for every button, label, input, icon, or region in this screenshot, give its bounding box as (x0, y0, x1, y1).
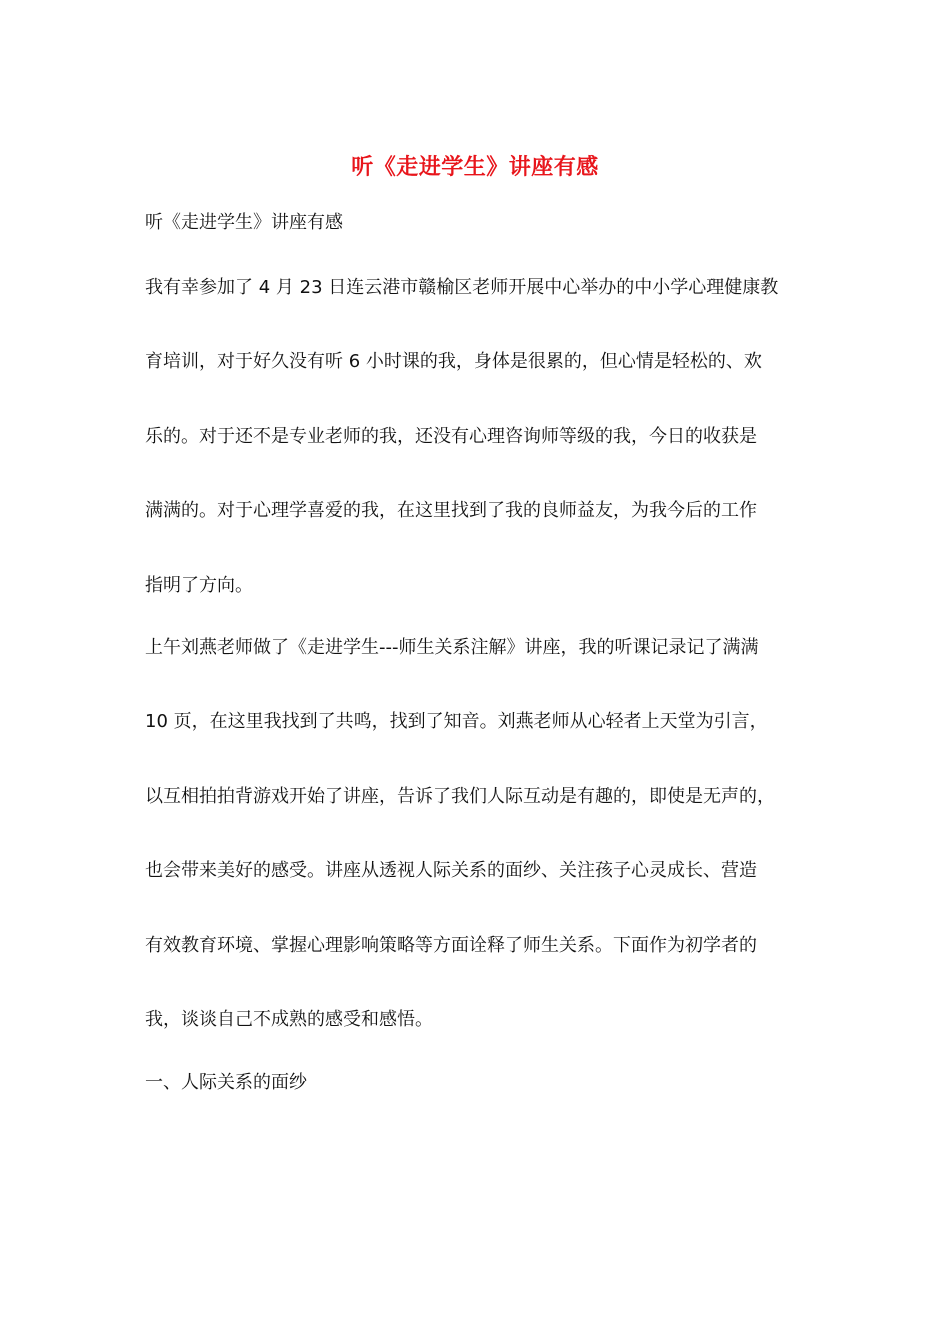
paragraph-1-line-5: 指明了方向。 (145, 575, 253, 596)
document-subtitle: 听《走进学生》讲座有感 (145, 212, 343, 233)
paragraph-2-line-6: 我，谈谈自己不成熟的感受和感悟。 (145, 1009, 433, 1030)
section-1-heading: 一、人际关系的面纱 (145, 1072, 307, 1093)
paragraph-2-line-2: 10 页，在这里我找到了共鸣，找到了知音。刘燕老师从心轻者上天堂为引言， (145, 711, 768, 732)
document-title: 听《走进学生》讲座有感 (351, 155, 599, 180)
paragraph-2-line-3: 以互相拍拍背游戏开始了讲座，告诉了我们人际互动是有趣的，即使是无声的， (145, 786, 775, 807)
paragraph-2-line-1: 上午刘燕老师做了《走进学生---师生关系注解》讲座，我的听课记录记了满满 (145, 637, 759, 658)
paragraph-1-line-3: 乐的。对于还不是专业老师的我，还没有心理咨询师等级的我，今日的收获是 (145, 426, 757, 447)
paragraph-2-line-5: 有效教育环境、掌握心理影响策略等方面诠释了师生关系。下面作为初学者的 (145, 935, 757, 956)
paragraph-1-line-1: 我有幸参加了 4 月 23 日连云港市赣榆区老师开展中心举办的中小学心理健康教 (145, 277, 779, 298)
paragraph-1-line-2: 育培训，对于好久没有听 6 小时课的我，身体是很累的，但心情是轻松的、欢 (145, 351, 762, 372)
paragraph-1-line-4: 满满的。对于心理学喜爱的我，在这里找到了我的良师益友，为我今后的工作 (145, 500, 757, 521)
paragraph-2-line-4: 也会带来美好的感受。讲座从透视人际关系的面纱、关注孩子心灵成长、营造 (145, 860, 757, 881)
